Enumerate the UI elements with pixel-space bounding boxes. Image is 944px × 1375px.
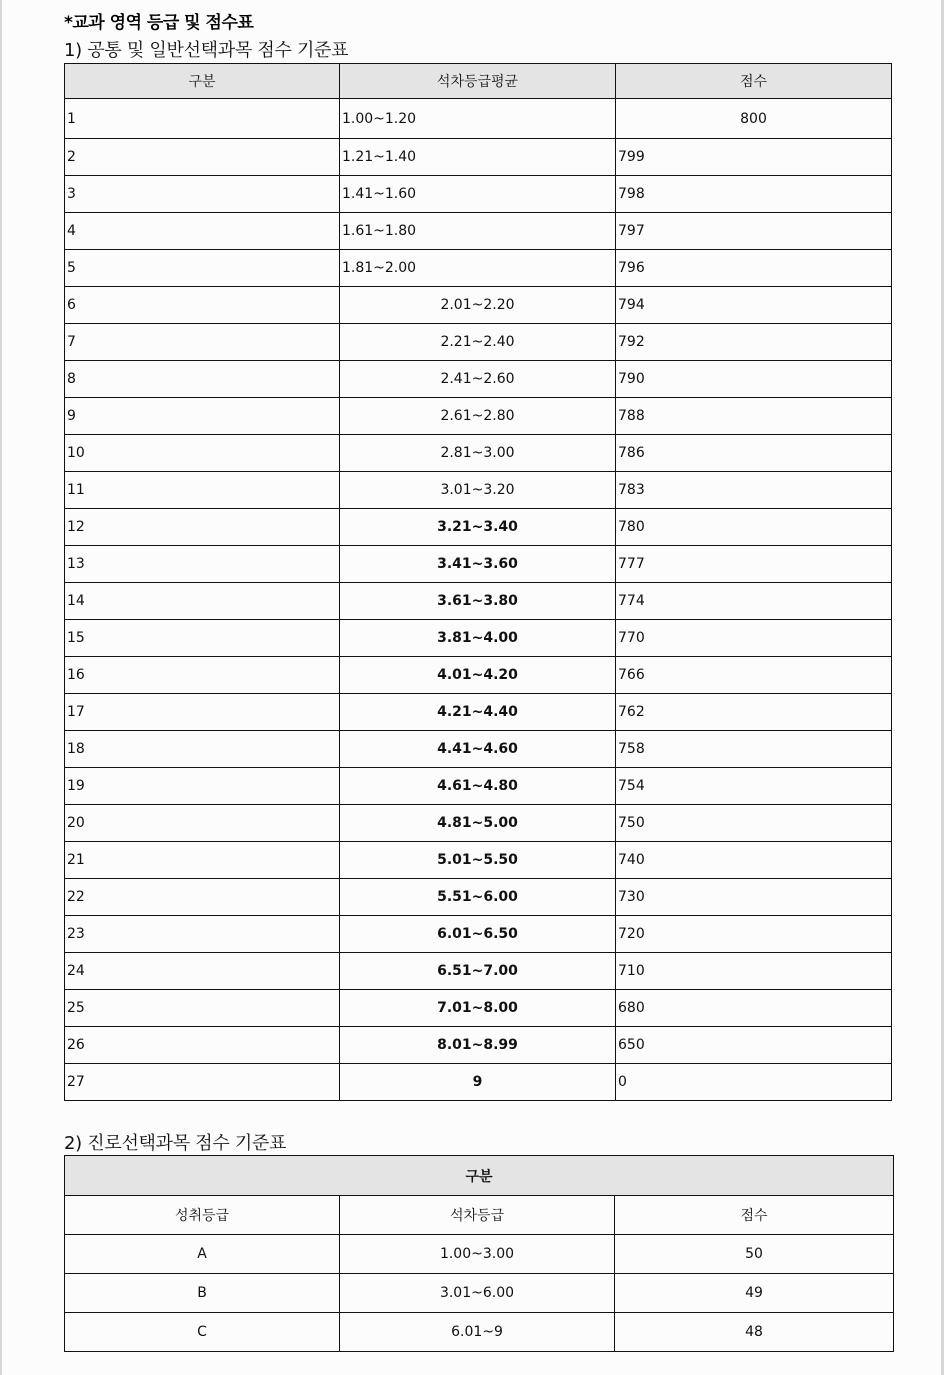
cell-rank-grade-range: 4.81~5.00 [340,805,616,842]
table-row [65,657,892,694]
cell-category-number: 27 [65,1064,340,1101]
cell-rank-grade-range: 5.01~5.50 [340,842,616,879]
cell-category-number: 7 [65,324,340,361]
cell-category-number: 13 [65,546,340,583]
cell-category-number: 17 [65,694,340,731]
cell-rank-grade-range: 2.81~3.00 [340,435,616,472]
cell-rank-grade-range: 3.41~3.60 [340,546,616,583]
cell-rank-grade-range: 6.01~6.50 [340,916,616,953]
cell-rank-grade-range: 7.01~8.00 [340,990,616,1027]
cell-rank-grade-range: 8.01~8.99 [340,1027,616,1064]
column-header-score: 점수 [615,1196,894,1235]
cell-category-number: 24 [65,953,340,990]
cell-score: 754 [616,768,892,805]
table-body [65,1235,894,1352]
cell-score: 740 [616,842,892,879]
cell-score: 770 [616,620,892,657]
table-row [65,287,892,324]
cell-category-number: 19 [65,768,340,805]
cell-score: 758 [616,731,892,768]
cell-rank-grade-range: 1.61~1.80 [340,213,616,250]
cell-score: 783 [616,472,892,509]
table-row [65,99,892,139]
table-row [65,916,892,953]
cell-rank-grade-range: 6.01~9 [340,1313,615,1352]
cell-score: 762 [616,694,892,731]
table-row [65,1235,894,1274]
career-subject-score-table [64,1155,894,1352]
cell-score: 710 [616,953,892,990]
section2-heading: 2) 진로선택과목 점수 기준표 [64,1133,287,1154]
table-row [65,731,892,768]
table-row [65,620,892,657]
table-row [65,1064,892,1101]
cell-category-number: 8 [65,361,340,398]
table-row [65,953,892,990]
cell-rank-grade-range: 5.51~6.00 [340,879,616,916]
cell-rank-grade-range: 1.41~1.60 [340,176,616,213]
table-row [65,768,892,805]
group-header-category: 구분 [65,1156,894,1196]
table-row [65,213,892,250]
table-row [65,1027,892,1064]
cell-category-number: 23 [65,916,340,953]
cell-score: 792 [616,324,892,361]
table-row [65,879,892,916]
cell-score: 720 [616,916,892,953]
cell-rank-grade-range: 4.61~4.80 [340,768,616,805]
cell-category-number: 2 [65,139,340,176]
table-row [65,1313,894,1352]
page-title: *교과 영역 등급 및 점수표 [64,13,254,33]
cell-score: 796 [616,250,892,287]
cell-category-number: 21 [65,842,340,879]
cell-score: 780 [616,509,892,546]
cell-category-number: 1 [65,99,340,139]
cell-rank-grade-range: 1.21~1.40 [340,139,616,176]
cell-achievement-grade: A [65,1235,340,1274]
cell-rank-grade-range: 4.41~4.60 [340,731,616,768]
table-row [65,398,892,435]
cell-rank-grade-range: 2.21~2.40 [340,324,616,361]
cell-category-number: 26 [65,1027,340,1064]
cell-category-number: 6 [65,287,340,324]
cell-category-number: 10 [65,435,340,472]
cell-score: 766 [616,657,892,694]
page-left-edge [0,0,2,1375]
cell-category-number: 16 [65,657,340,694]
cell-category-number: 22 [65,879,340,916]
table-row [65,139,892,176]
table-subheader-row [65,1196,894,1235]
table-row [65,250,892,287]
cell-rank-grade-range: 2.01~2.20 [340,287,616,324]
cell-achievement-grade: B [65,1274,340,1313]
cell-score: 730 [616,879,892,916]
cell-category-number: 18 [65,731,340,768]
table-row [65,324,892,361]
table-row [65,1274,894,1313]
cell-rank-grade-range: 3.21~3.40 [340,509,616,546]
cell-score: 797 [616,213,892,250]
cell-category-number: 5 [65,250,340,287]
table-row [65,694,892,731]
cell-rank-grade-range: 3.01~3.20 [340,472,616,509]
column-header-rank-grade-average: 석차등급평균 [340,64,616,99]
cell-score: 786 [616,435,892,472]
table-row [65,361,892,398]
cell-rank-grade-range: 1.00~1.20 [340,99,616,139]
cell-category-number: 25 [65,990,340,1027]
table-row [65,583,892,620]
cell-rank-grade-range: 4.21~4.40 [340,694,616,731]
cell-score: 800 [616,99,892,139]
cell-score: 680 [616,990,892,1027]
cell-category-number: 3 [65,176,340,213]
cell-rank-grade-range: 1.81~2.00 [340,250,616,287]
column-header-rank-grade: 석차등급 [340,1196,615,1235]
table-row [65,472,892,509]
cell-score: 794 [616,287,892,324]
column-header-achievement-grade: 성취등급 [65,1196,340,1235]
cell-rank-grade-range: 2.61~2.80 [340,398,616,435]
cell-category-number: 11 [65,472,340,509]
table-row [65,546,892,583]
cell-achievement-grade: C [65,1313,340,1352]
table-row [65,435,892,472]
cell-score: 790 [616,361,892,398]
cell-rank-grade-range: 2.41~2.60 [340,361,616,398]
cell-rank-grade-range: 4.01~4.20 [340,657,616,694]
table-row [65,176,892,213]
cell-score: 50 [615,1235,894,1274]
section1-heading: 1) 공통 및 일반선택과목 점수 기준표 [64,40,349,61]
cell-category-number: 15 [65,620,340,657]
cell-score: 48 [615,1313,894,1352]
cell-category-number: 14 [65,583,340,620]
cell-rank-grade-range: 3.61~3.80 [340,583,616,620]
table-row [65,990,892,1027]
cell-score: 788 [616,398,892,435]
cell-score: 0 [616,1064,892,1101]
table-body [65,99,892,1101]
cell-score: 49 [615,1274,894,1313]
cell-score: 798 [616,176,892,213]
table-row [65,842,892,879]
column-header-category: 구분 [65,64,340,99]
cell-category-number: 12 [65,509,340,546]
column-header-score: 점수 [616,64,892,99]
cell-category-number: 20 [65,805,340,842]
cell-score: 774 [616,583,892,620]
cell-score: 650 [616,1027,892,1064]
cell-category-number: 9 [65,398,340,435]
cell-score: 750 [616,805,892,842]
table-row [65,805,892,842]
cell-rank-grade-range: 9 [340,1064,616,1101]
table-row [65,509,892,546]
general-subject-score-table [64,63,892,1101]
cell-rank-grade-range: 1.00~3.00 [340,1235,615,1274]
cell-rank-grade-range: 3.81~4.00 [340,620,616,657]
table-header-row [65,64,892,99]
cell-rank-grade-range: 3.01~6.00 [340,1274,615,1313]
cell-category-number: 4 [65,213,340,250]
cell-rank-grade-range: 6.51~7.00 [340,953,616,990]
cell-score: 799 [616,139,892,176]
cell-score: 777 [616,546,892,583]
table-group-header-row [65,1156,894,1196]
